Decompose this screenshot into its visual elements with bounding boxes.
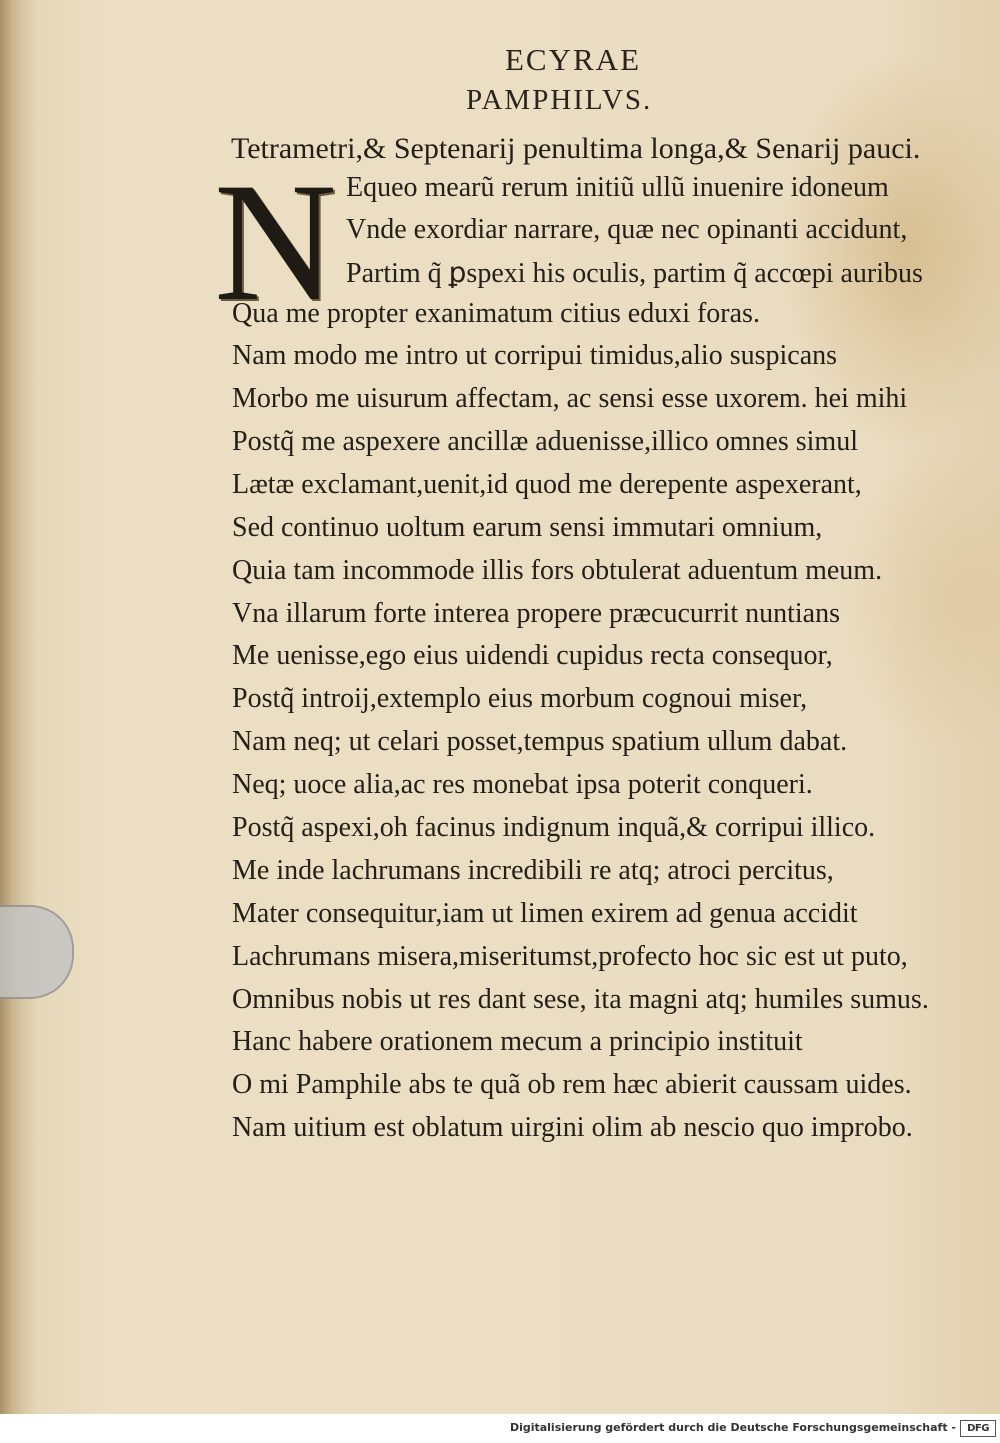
funding-note: Digitalisierung gefördert durch die Deutsche Forschungsgemeinschaft - — [509, 1421, 956, 1434]
verse-line: Me inde lachrumans incredibili re atq; atroci percitus, — [232, 855, 834, 886]
footer-bar — [0, 1414, 1000, 1443]
verse-line: Quia tam incommode illis fors obtulerat aduentum meum. — [232, 555, 883, 586]
dfg-logo: DFG — [960, 1420, 996, 1437]
verse-line: Nam neq; ut celari posset,tempus spatium ullum dabat. — [232, 726, 848, 757]
verse-line: Morbo me uisurum affectam, ac sensi esse uxorem. hei mihi — [232, 383, 908, 414]
verse-line: Postq̃ me aspexere ancillæ aduenisse,illico omnes simul — [232, 426, 858, 457]
verse-line: Equeo mearũ rerum initiũ ullũ inuenire idoneum — [346, 172, 889, 203]
verse-line: Partim q̃ ꝑspexi his oculis, partim q̃ accœpi auribus — [346, 258, 923, 289]
verse-line: Me uenisse,ego eius uidendi cupidus recta consequor, — [232, 640, 833, 671]
drop-capital: N — [214, 148, 337, 336]
verse-line: Hanc habere orationem mecum a principio instituit — [232, 1026, 803, 1057]
verse-line: Mater consequitur,iam ut limen exirem ad genua accidit — [232, 898, 858, 929]
page-gutter — [0, 0, 32, 1414]
verse-line: O mi Pamphile abs te quã ob rem hæc abierit caussam uides. — [232, 1069, 912, 1100]
verse-line: Vna illarum forte interea propere præcucurrit nuntians — [232, 598, 840, 629]
verse-line: Neq; uoce alia,ac res monebat ipsa poterit conqueri. — [232, 769, 813, 800]
verse-line: Omnibus nobis ut res dant sese, ita magni atq; humiles sumus. — [232, 984, 929, 1015]
speaker-heading: PAMPHILVS. — [466, 84, 653, 116]
verse-line: Postq̃ introij,extemplo eius morbum cognoui miser, — [232, 683, 808, 714]
meter-note: Tetrametri,& Septenarij penultima longa,& Senarij pauci. — [231, 132, 921, 165]
verse-line: Sed continuo uoltum earum sensi immutari omnium, — [232, 512, 823, 543]
clip-tab — [0, 905, 74, 999]
verse-line: Postq̃ aspexi,oh facinus indignum inquã,& corripui illico. — [232, 812, 876, 843]
running-title: ECYRAE — [505, 42, 641, 77]
verse-line: Nam uitium est oblatum uirgini olim ab nescio quo improbo. — [232, 1112, 913, 1143]
verse-line: Nam modo me intro ut corripui timidus,alio suspicans — [232, 340, 838, 371]
verse-line: Qua me propter exanimatum citius eduxi foras. — [232, 298, 760, 329]
verse-line: Lachrumans misera,miseritumst,profecto hoc sic est ut puto, — [232, 941, 908, 972]
verse-line: Vnde exordiar narrare, quæ nec opinanti accidunt, — [346, 214, 908, 245]
verse-line: Lætæ exclamant,uenit,id quod me derepente aspexerant, — [232, 469, 862, 500]
